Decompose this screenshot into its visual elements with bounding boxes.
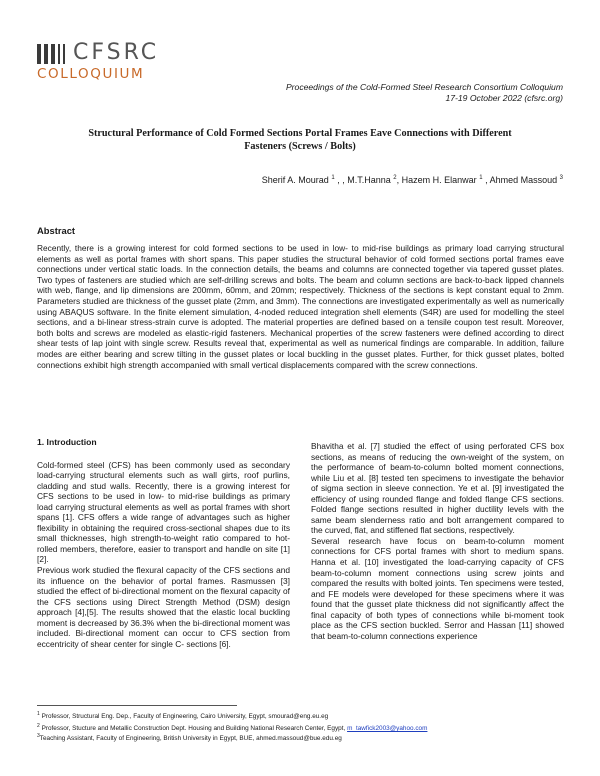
author-name: Ahmed Massoud	[489, 175, 558, 185]
introduction-heading: 1. Introduction	[37, 437, 97, 447]
column-left	[37, 437, 290, 649]
paragraph: Cold-formed steel (CFS) has been commonly used as secondary load-carrying structural elements such as wall girts, roof purlins, cladding and stud walls. Recently, there is a growing interest for CFS sections to be used in low- to mid-rise buildings as primary load carrying structural elements as well as portal frames with short spans [1]. CFS offers a wide range of advantages such as higher flexibility in obtaining the required cross-sectional shapes due to its small thicknesses, high strength-to-weight ratio compared to hot-rolled members, therefore, easier to transport and handle on site [1][2].	[37, 459, 290, 565]
footnote-text: Teaching Assistant, Faculty of Engineering, British University in Egypt, BUE, ahmed.massoud@bue.edu.eg	[39, 735, 342, 743]
cfsrc-logo	[37, 40, 177, 80]
author-affiliation: 2	[393, 175, 397, 181]
footnote-marker: 2	[37, 723, 40, 729]
proceedings-header	[286, 82, 563, 104]
footnote-marker: 1	[37, 711, 40, 717]
footnote-3	[37, 732, 342, 743]
author-affiliation: 1	[331, 175, 335, 181]
abstract-heading: Abstract	[37, 225, 76, 236]
footnote-text: Professor, Structural Eng. Dep., Faculty of Engineering, Cairo University, Egypt, smourad@eng.eu.eg	[41, 713, 329, 721]
author-separator: ,	[396, 175, 400, 185]
footnote-marker: 3	[37, 733, 40, 739]
author-list	[262, 175, 563, 185]
logo-subtitle: COLLOQUIUM	[37, 66, 145, 82]
author-separator: ,	[485, 175, 488, 185]
author-affiliation: 3	[559, 175, 563, 181]
footnote-divider	[37, 705, 237, 706]
logo-bars-icon	[37, 42, 65, 64]
footnote-text: Professor, Stucture and Metallic Construction Dept. Housing and Building National Research Center, Egypt,	[41, 725, 346, 733]
author-affiliation: 1	[479, 175, 483, 181]
proceedings-line-2: 17-19 October 2022 (cfsrc.org)	[445, 93, 563, 103]
paragraph: Previous work studied the flexural capacity of the CFS sections and its influence on the behavior of portal frames. Rasmussen [3] studied the effect of bi-directional moment on the flexural capacity of the CFS sections using Direct Strength Method (DSM) design approach [4],[5]. The results showed that the elastic local buckling moment is decreased by 36.3% when the bi-directional moment was included. Bi-directional moment can occur to CFS section from eccentricity of shear center for single C- sections [6].	[37, 565, 290, 649]
author-name: Sherif A. Mourad	[261, 175, 329, 185]
email-link[interactable]: m_tawfick2003@yahoo.com	[347, 725, 428, 733]
footnote-1	[37, 710, 328, 721]
paragraph: Several research have focus on beam-to-column moment connections for CFS portal frames with short to medium spans. Hanna et al. [10] investigated the load-carrying capacity of CFS beam-to-column moment connections using screw joints and compared the results with bolted joints. Ten specimens were tested, and FE models were developed for these specimens where it was found that the gusset plate thickness did not significantly affect the final capacity of both types of connections while bi-moment took place as the CFS section buckled. Serror and Hassan [11] showed that beam-to-column connections experience	[311, 535, 564, 641]
proceedings-line-1: Proceedings of the Cold-Formed Steel Research Consortium Colloquium	[285, 82, 563, 92]
logo-mark: CFSRC	[73, 40, 160, 65]
author-name: M.T.Hanna	[347, 175, 391, 185]
author-name: Hazem H. Elanwar	[401, 175, 477, 185]
author-separator: , ,	[337, 175, 345, 185]
abstract-text: Recently, there is a growing interest for cold formed sections to be used in low- to mid-rise buildings as primary load carrying structural elements as well as portal frames with short spans. This paper studies the structural behavior of cold formed sections portal frames eave connections under vertical static loads. In the connection details, the beams and columns are connected together via tapered gusset plates. Two types of fasteners are studied which are self-drilling screws and bolts. The beam and column sections are back-to-back lipped channels with web, flange, and lip dimensions are 200mm, 60mm, and 20mm; respectively. Thickness of the sections is kept constant equal to 2mm. Parameters studied are thickness of the gusset plate (2mm, and 3mm). The connections are investigated experimentally as well as numerically using ABAQUS software. In the finite element simulation, 4-noded reduced integration shell elements (S4R) are used for modelling the steel sections, and a bi-linear stress-strain curve is adopted. The material properties are defined based on a tensile coupon test result. Moreover, both bolts and screws are modeled as elastic-rigid fasteners. Mechanical properties of the screw fasteners were defined according to direct shear tests of lap joint with single screw. Results reveal that, experimental as well as numerical findings are comparable. In addition, failure modes are either bearing and screw tilting in the gusset plates or local buckling in the gusset plates. Further, for thick gusset plates, bolted connections exhibit high strength accompanied with small vertical displacements compared with the screw connections.	[37, 243, 564, 370]
paragraph: Bhavitha et al. [7] studied the effect of using perforated CFS box sections, as means of reducing the own-weight of the system, on the performance of beam-to-column bolted moment connections, while Liu et al. [8] tested ten specimens to investigate the behavior of sigma section in sleeve connection. Ye et al. [9] investigated the efficiency of using rounded flange and folded flange CFS sections. Folded flange sections resulted in higher ductility levels with the same beam slenderness ratio and bolt arrangement compared to the curved, flat, and stiffened flat sections, respectively.	[311, 441, 564, 536]
paper-title: Structural Performance of Cold Formed Sections Portal Frames Eave Connections with Different Fasteners (Screws / Bolts)	[88, 128, 512, 152]
column-right	[311, 441, 564, 641]
